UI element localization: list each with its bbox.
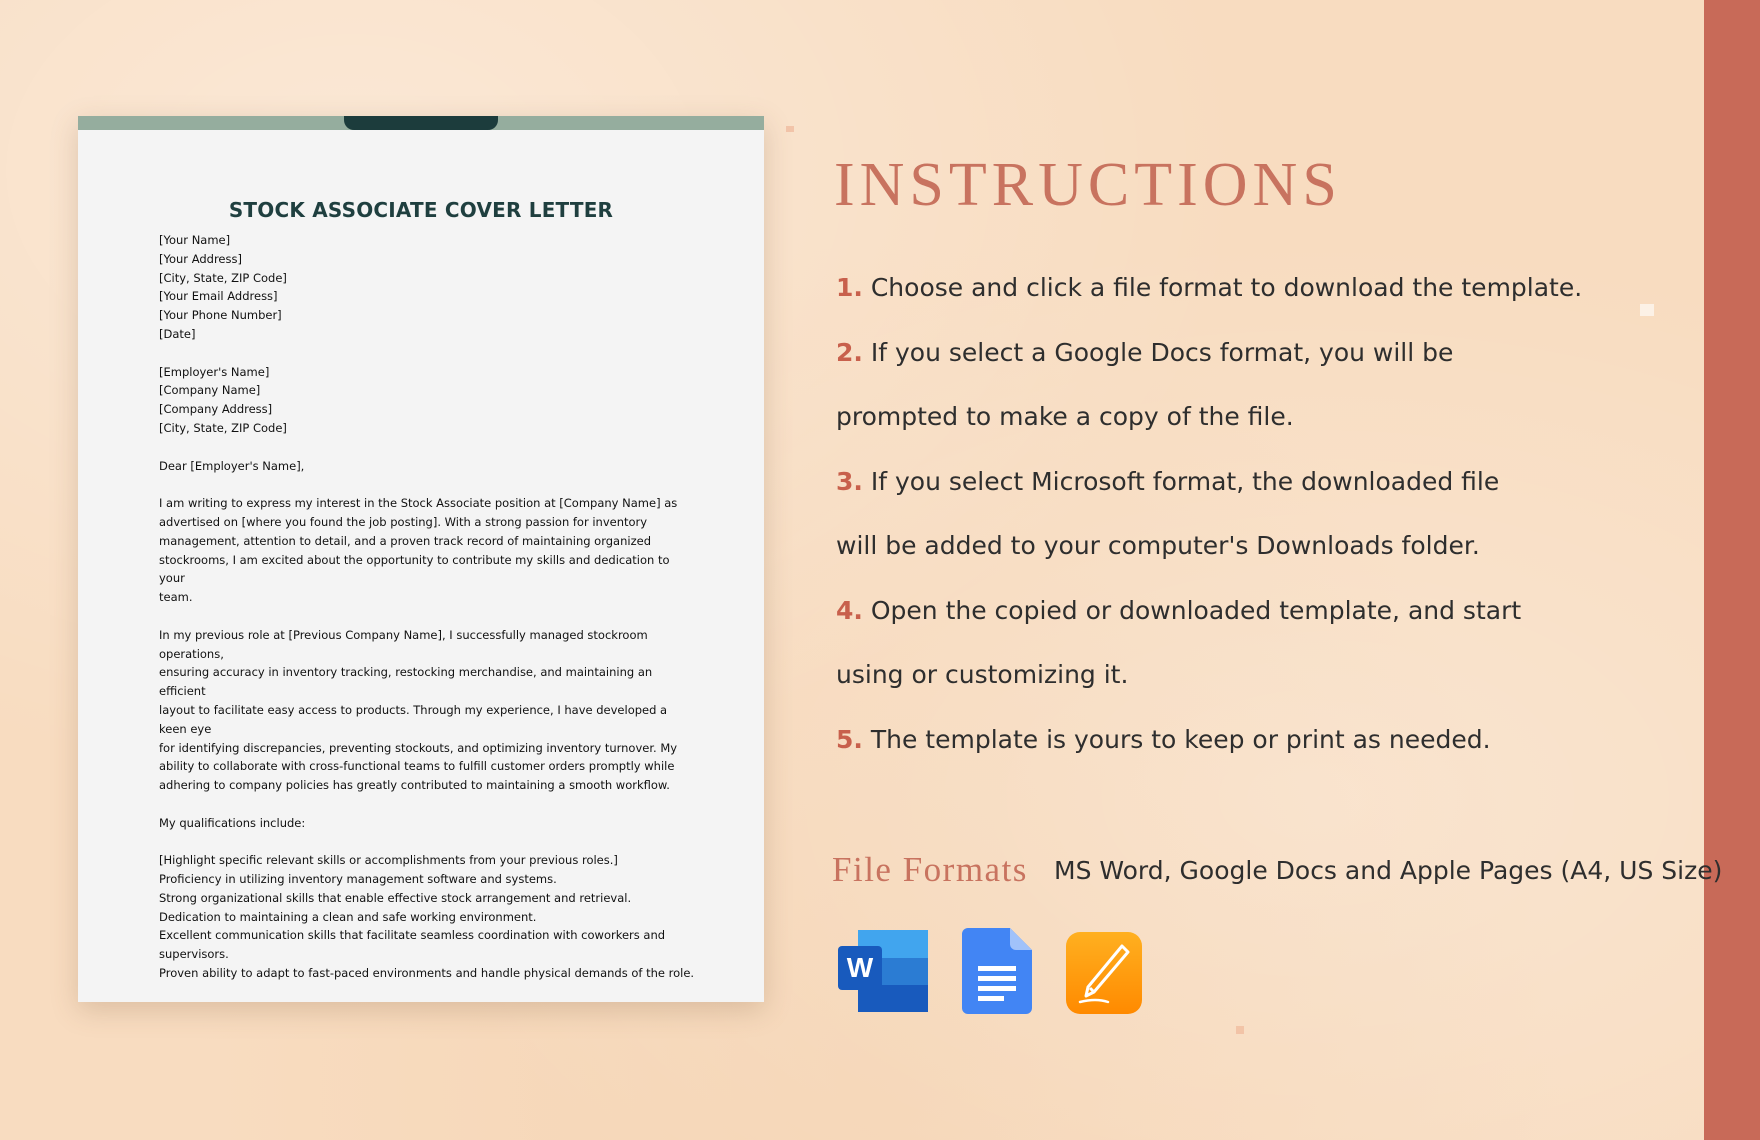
- instruction-line: [836, 256, 1656, 321]
- decorative-fleck: [1236, 1026, 1244, 1034]
- instruction-text: Choose and click a file format to download the template.: [862, 273, 1583, 302]
- document-line: adhering to company policies has greatly contributed to maintaining a smooth workflow.: [159, 778, 670, 793]
- document-line: [Your Name]: [159, 233, 231, 247]
- paragraph-gap: [159, 607, 695, 626]
- document-line: I am writing to express my interest in the Stock Associate position at [Company Name] as: [159, 496, 678, 511]
- instruction-text: prompted to make a copy of the file.: [836, 402, 1294, 431]
- document-line: ability to collaborate with cross-functional teams to fulfill customer orders promptly while: [159, 759, 675, 774]
- document-line: [Date]: [159, 326, 196, 341]
- document-header-tab: [344, 116, 498, 130]
- document-line: In my previous role at [Previous Company Name], I successfully managed stockroom operations,: [159, 627, 648, 661]
- instruction-line: [836, 514, 1656, 579]
- document-line: Dedication to maintaining a clean and safe working environment.: [159, 909, 537, 924]
- document-line: supervisors.: [159, 947, 229, 962]
- document-body: [159, 231, 695, 983]
- file-formats-label: File Formats: [832, 850, 1028, 889]
- instructions-title: INSTRUCTIONS: [834, 151, 1342, 219]
- instruction-line: [836, 385, 1656, 450]
- ms-word-icon[interactable]: [838, 928, 930, 1014]
- document-line: Proven ability to adapt to fast-paced environments and handle physical demands of the role.: [159, 966, 695, 981]
- document-line: Dear [Employer's Name],: [159, 458, 305, 473]
- google-docs-icon[interactable]: [962, 928, 1032, 1014]
- document-line: Excellent communication skills that facilitate seamless coordination with coworkers and: [159, 928, 666, 943]
- document-line: [Your Phone Number]: [159, 308, 282, 323]
- instruction-number: 2.: [836, 337, 863, 367]
- document-line: management, attention to detail, and a proven track record of maintaining organized: [159, 533, 651, 548]
- decorative-fleck: [786, 126, 794, 132]
- instruction-text: will be added to your computer's Downloads folder.: [836, 531, 1480, 560]
- file-formats-value: MS Word, Google Docs and Apple Pages (A4, US Size): [1054, 856, 1723, 885]
- document-line: Proficiency in utilizing inventory management software and systems.: [159, 872, 557, 887]
- paragraph-gap: [159, 475, 695, 494]
- document-line: for identifying discrepancies, preventing stockouts, and optimizing inventory turnover. My: [159, 740, 678, 755]
- paragraph-gap: [159, 795, 695, 814]
- document-line: [City, State, ZIP Code]: [159, 420, 287, 435]
- instruction-line: [836, 643, 1656, 708]
- document-line: advertised on [where you found the job posting]. With a strong passion for inventory: [159, 514, 648, 529]
- instruction-text: The template is yours to keep or print as needed.: [862, 724, 1491, 754]
- document-line: [Company Name]: [159, 383, 261, 398]
- document-line: team.: [159, 590, 193, 605]
- instruction-number: 5.: [836, 724, 863, 754]
- instructions-list: [836, 256, 1656, 772]
- apple-pages-icon[interactable]: [1066, 932, 1142, 1014]
- paragraph-gap: [159, 833, 695, 852]
- document-line: My qualifications include:: [159, 815, 306, 830]
- document-line: [Employer's Name]: [159, 364, 270, 379]
- document-line: layout to facilitate easy access to products. Through my experience, I have developed a keen eye: [159, 702, 668, 736]
- instruction-number: 1.: [836, 273, 863, 302]
- document-line: [Company Address]: [159, 402, 273, 417]
- document-line: ensuring accuracy in inventory tracking, restocking merchandise, and maintaining an efficient: [159, 665, 653, 699]
- right-accent-bar: [1704, 0, 1760, 1140]
- paragraph-gap: [159, 438, 695, 457]
- document-line: Strong organizational skills that enable effective stock arrangement and retrieval.: [159, 890, 632, 905]
- instruction-text: If you select Microsoft format, the downloaded file: [862, 466, 1500, 496]
- document-line: stockrooms, I am excited about the opportunity to contribute my skills and dedication to your: [159, 552, 670, 586]
- ms-word-letter: W: [846, 952, 874, 983]
- document-line: [City, State, ZIP Code]: [159, 270, 287, 285]
- document-line: [Highlight specific relevant skills or accomplishments from your previous roles.]: [159, 853, 618, 868]
- instruction-line: [836, 450, 1656, 515]
- paragraph-gap: [159, 344, 695, 363]
- document-title: STOCK ASSOCIATE COVER LETTER: [228, 198, 614, 222]
- document-line: [Your Address]: [159, 251, 242, 266]
- instruction-line: [836, 321, 1656, 386]
- instruction-text: using or customizing it.: [836, 660, 1129, 689]
- instruction-text: If you select a Google Docs format, you will be: [862, 337, 1454, 367]
- instruction-number: 3.: [836, 466, 863, 496]
- instruction-line: [836, 708, 1656, 773]
- instruction-line: [836, 579, 1656, 644]
- document-preview: [78, 116, 764, 1002]
- instruction-number: 4.: [836, 595, 863, 625]
- document-line: [Your Email Address]: [159, 289, 278, 304]
- instruction-text: Open the copied or downloaded template, and start: [862, 595, 1522, 625]
